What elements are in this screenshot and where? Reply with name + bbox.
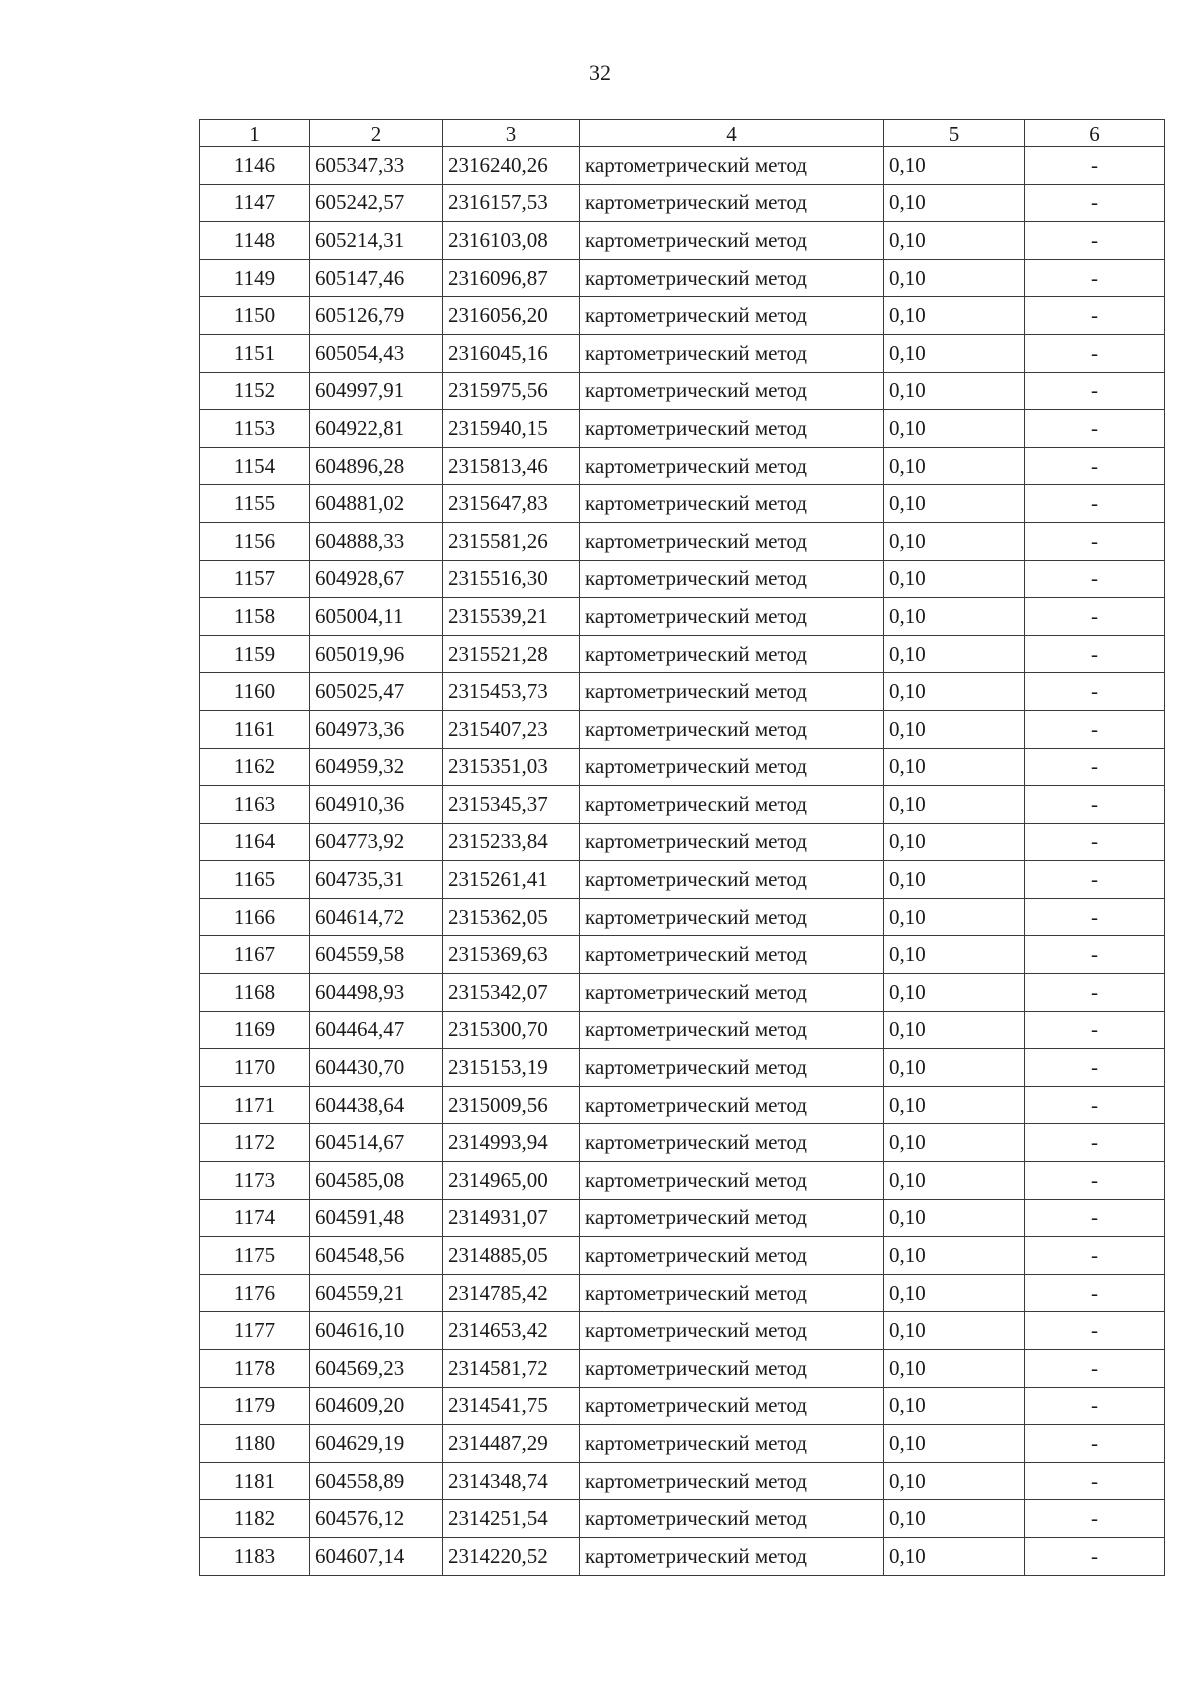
x-coordinate-cell: 604607,14 xyxy=(310,1537,443,1575)
point-number-cell: 1153 xyxy=(200,410,310,448)
point-number-cell: 1164 xyxy=(200,823,310,861)
method-cell: картометрический метод xyxy=(580,485,884,523)
y-coordinate-cell: 2316056,20 xyxy=(443,297,580,335)
note-cell: - xyxy=(1025,1425,1165,1463)
point-number-cell: 1149 xyxy=(200,259,310,297)
x-coordinate-cell: 604922,81 xyxy=(310,410,443,448)
point-number-cell: 1160 xyxy=(200,673,310,711)
column-header-5: 5 xyxy=(884,120,1025,147)
x-coordinate-cell: 604548,56 xyxy=(310,1237,443,1275)
x-coordinate-cell: 604910,36 xyxy=(310,786,443,824)
y-coordinate-cell: 2314541,75 xyxy=(443,1387,580,1425)
method-cell: картометрический метод xyxy=(580,1462,884,1500)
point-number-cell: 1155 xyxy=(200,485,310,523)
table-body xyxy=(200,147,1165,1576)
note-cell: - xyxy=(1025,974,1165,1012)
y-coordinate-cell: 2316103,08 xyxy=(443,222,580,260)
accuracy-cell: 0,10 xyxy=(884,222,1025,260)
y-coordinate-cell: 2315813,46 xyxy=(443,447,580,485)
y-coordinate-cell: 2315261,41 xyxy=(443,861,580,899)
method-cell: картометрический метод xyxy=(580,1237,884,1275)
accuracy-cell: 0,10 xyxy=(884,1011,1025,1049)
x-coordinate-cell: 604591,48 xyxy=(310,1199,443,1237)
y-coordinate-cell: 2315453,73 xyxy=(443,673,580,711)
accuracy-cell: 0,10 xyxy=(884,522,1025,560)
table-row xyxy=(200,1274,1165,1312)
note-cell: - xyxy=(1025,598,1165,636)
x-coordinate-cell: 605242,57 xyxy=(310,184,443,222)
note-cell: - xyxy=(1025,936,1165,974)
note-cell: - xyxy=(1025,898,1165,936)
accuracy-cell: 0,10 xyxy=(884,1049,1025,1087)
note-cell: - xyxy=(1025,410,1165,448)
note-cell: - xyxy=(1025,635,1165,673)
table-row xyxy=(200,1011,1165,1049)
accuracy-cell: 0,10 xyxy=(884,710,1025,748)
accuracy-cell: 0,10 xyxy=(884,673,1025,711)
y-coordinate-cell: 2315362,05 xyxy=(443,898,580,936)
y-coordinate-cell: 2314931,07 xyxy=(443,1199,580,1237)
point-number-cell: 1169 xyxy=(200,1011,310,1049)
x-coordinate-cell: 604464,47 xyxy=(310,1011,443,1049)
accuracy-cell: 0,10 xyxy=(884,560,1025,598)
note-cell: - xyxy=(1025,861,1165,899)
note-cell: - xyxy=(1025,748,1165,786)
note-cell: - xyxy=(1025,522,1165,560)
note-cell: - xyxy=(1025,222,1165,260)
y-coordinate-cell: 2315351,03 xyxy=(443,748,580,786)
note-cell: - xyxy=(1025,447,1165,485)
accuracy-cell: 0,10 xyxy=(884,334,1025,372)
method-cell: картометрический метод xyxy=(580,447,884,485)
method-cell: картометрический метод xyxy=(580,1086,884,1124)
note-cell: - xyxy=(1025,485,1165,523)
note-cell: - xyxy=(1025,1274,1165,1312)
y-coordinate-cell: 2315516,30 xyxy=(443,560,580,598)
accuracy-cell: 0,10 xyxy=(884,936,1025,974)
accuracy-cell: 0,10 xyxy=(884,635,1025,673)
point-number-cell: 1162 xyxy=(200,748,310,786)
point-number-cell: 1182 xyxy=(200,1500,310,1538)
point-number-cell: 1147 xyxy=(200,184,310,222)
accuracy-cell: 0,10 xyxy=(884,147,1025,185)
method-cell: картометрический метод xyxy=(580,1500,884,1538)
x-coordinate-cell: 604959,32 xyxy=(310,748,443,786)
note-cell: - xyxy=(1025,1350,1165,1388)
method-cell: картометрический метод xyxy=(580,748,884,786)
note-cell: - xyxy=(1025,1462,1165,1500)
y-coordinate-cell: 2314220,52 xyxy=(443,1537,580,1575)
x-coordinate-cell: 604569,23 xyxy=(310,1350,443,1388)
point-number-cell: 1146 xyxy=(200,147,310,185)
y-coordinate-cell: 2316240,26 xyxy=(443,147,580,185)
point-number-cell: 1172 xyxy=(200,1124,310,1162)
table-row xyxy=(200,598,1165,636)
x-coordinate-cell: 604609,20 xyxy=(310,1387,443,1425)
x-coordinate-cell: 604430,70 xyxy=(310,1049,443,1087)
table-row xyxy=(200,936,1165,974)
point-number-cell: 1148 xyxy=(200,222,310,260)
table-row xyxy=(200,898,1165,936)
y-coordinate-cell: 2314581,72 xyxy=(443,1350,580,1388)
method-cell: картометрический метод xyxy=(580,710,884,748)
y-coordinate-cell: 2316096,87 xyxy=(443,259,580,297)
y-coordinate-cell: 2315345,37 xyxy=(443,786,580,824)
x-coordinate-cell: 604559,21 xyxy=(310,1274,443,1312)
note-cell: - xyxy=(1025,560,1165,598)
method-cell: картометрический метод xyxy=(580,823,884,861)
note-cell: - xyxy=(1025,1312,1165,1350)
table-row xyxy=(200,1199,1165,1237)
point-number-cell: 1157 xyxy=(200,560,310,598)
note-cell: - xyxy=(1025,823,1165,861)
y-coordinate-cell: 2314785,42 xyxy=(443,1274,580,1312)
coordinates-table xyxy=(199,119,1165,1576)
point-number-cell: 1171 xyxy=(200,1086,310,1124)
table-row xyxy=(200,1387,1165,1425)
point-number-cell: 1177 xyxy=(200,1312,310,1350)
table-row xyxy=(200,222,1165,260)
table-row xyxy=(200,1500,1165,1538)
x-coordinate-cell: 605347,33 xyxy=(310,147,443,185)
method-cell: картометрический метод xyxy=(580,1425,884,1463)
point-number-cell: 1170 xyxy=(200,1049,310,1087)
table-row xyxy=(200,1462,1165,1500)
note-cell: - xyxy=(1025,1199,1165,1237)
x-coordinate-cell: 604997,91 xyxy=(310,372,443,410)
note-cell: - xyxy=(1025,1237,1165,1275)
y-coordinate-cell: 2314965,00 xyxy=(443,1162,580,1200)
accuracy-cell: 0,10 xyxy=(884,259,1025,297)
y-coordinate-cell: 2315975,56 xyxy=(443,372,580,410)
x-coordinate-cell: 604616,10 xyxy=(310,1312,443,1350)
accuracy-cell: 0,10 xyxy=(884,786,1025,824)
point-number-cell: 1154 xyxy=(200,447,310,485)
point-number-cell: 1168 xyxy=(200,974,310,1012)
note-cell: - xyxy=(1025,1011,1165,1049)
point-number-cell: 1150 xyxy=(200,297,310,335)
note-cell: - xyxy=(1025,1124,1165,1162)
table-row xyxy=(200,522,1165,560)
method-cell: картометрический метод xyxy=(580,147,884,185)
accuracy-cell: 0,10 xyxy=(884,1312,1025,1350)
method-cell: картометрический метод xyxy=(580,560,884,598)
table-row xyxy=(200,673,1165,711)
x-coordinate-cell: 605019,96 xyxy=(310,635,443,673)
point-number-cell: 1163 xyxy=(200,786,310,824)
table-row xyxy=(200,1162,1165,1200)
y-coordinate-cell: 2314251,54 xyxy=(443,1500,580,1538)
table-row xyxy=(200,184,1165,222)
note-cell: - xyxy=(1025,1500,1165,1538)
y-coordinate-cell: 2315647,83 xyxy=(443,485,580,523)
table-row xyxy=(200,710,1165,748)
method-cell: картометрический метод xyxy=(580,372,884,410)
accuracy-cell: 0,10 xyxy=(884,598,1025,636)
method-cell: картометрический метод xyxy=(580,936,884,974)
note-cell: - xyxy=(1025,1049,1165,1087)
table-row xyxy=(200,447,1165,485)
table-row xyxy=(200,1350,1165,1388)
accuracy-cell: 0,10 xyxy=(884,297,1025,335)
method-cell: картометрический метод xyxy=(580,259,884,297)
x-coordinate-cell: 604614,72 xyxy=(310,898,443,936)
method-cell: картометрический метод xyxy=(580,1387,884,1425)
point-number-cell: 1152 xyxy=(200,372,310,410)
accuracy-cell: 0,10 xyxy=(884,1387,1025,1425)
table-row xyxy=(200,297,1165,335)
table-row xyxy=(200,861,1165,899)
y-coordinate-cell: 2314993,94 xyxy=(443,1124,580,1162)
x-coordinate-cell: 605214,31 xyxy=(310,222,443,260)
x-coordinate-cell: 605054,43 xyxy=(310,334,443,372)
note-cell: - xyxy=(1025,786,1165,824)
x-coordinate-cell: 605025,47 xyxy=(310,673,443,711)
accuracy-cell: 0,10 xyxy=(884,1274,1025,1312)
table-row xyxy=(200,748,1165,786)
x-coordinate-cell: 604881,02 xyxy=(310,485,443,523)
table-row xyxy=(200,1086,1165,1124)
note-cell: - xyxy=(1025,259,1165,297)
note-cell: - xyxy=(1025,334,1165,372)
table-row xyxy=(200,372,1165,410)
note-cell: - xyxy=(1025,710,1165,748)
y-coordinate-cell: 2314487,29 xyxy=(443,1425,580,1463)
method-cell: картометрический метод xyxy=(580,1199,884,1237)
point-number-cell: 1181 xyxy=(200,1462,310,1500)
x-coordinate-cell: 604773,92 xyxy=(310,823,443,861)
method-cell: картометрический метод xyxy=(580,861,884,899)
table-row xyxy=(200,410,1165,448)
point-number-cell: 1151 xyxy=(200,334,310,372)
accuracy-cell: 0,10 xyxy=(884,1537,1025,1575)
accuracy-cell: 0,10 xyxy=(884,1462,1025,1500)
x-coordinate-cell: 604896,28 xyxy=(310,447,443,485)
accuracy-cell: 0,10 xyxy=(884,823,1025,861)
method-cell: картометрический метод xyxy=(580,1049,884,1087)
x-coordinate-cell: 604928,67 xyxy=(310,560,443,598)
method-cell: картометрический метод xyxy=(580,297,884,335)
table-row xyxy=(200,635,1165,673)
y-coordinate-cell: 2315233,84 xyxy=(443,823,580,861)
x-coordinate-cell: 604735,31 xyxy=(310,861,443,899)
column-header-6: 6 xyxy=(1025,120,1165,147)
y-coordinate-cell: 2315940,15 xyxy=(443,410,580,448)
note-cell: - xyxy=(1025,1086,1165,1124)
table-row xyxy=(200,147,1165,185)
accuracy-cell: 0,10 xyxy=(884,1500,1025,1538)
table-row xyxy=(200,485,1165,523)
point-number-cell: 1167 xyxy=(200,936,310,974)
table-row xyxy=(200,1537,1165,1575)
table-row xyxy=(200,974,1165,1012)
method-cell: картометрический метод xyxy=(580,974,884,1012)
y-coordinate-cell: 2314885,05 xyxy=(443,1237,580,1275)
method-cell: картометрический метод xyxy=(580,1162,884,1200)
table-row xyxy=(200,1124,1165,1162)
accuracy-cell: 0,10 xyxy=(884,1237,1025,1275)
note-cell: - xyxy=(1025,1387,1165,1425)
x-coordinate-cell: 604973,36 xyxy=(310,710,443,748)
x-coordinate-cell: 604438,64 xyxy=(310,1086,443,1124)
point-number-cell: 1165 xyxy=(200,861,310,899)
accuracy-cell: 0,10 xyxy=(884,974,1025,1012)
note-cell: - xyxy=(1025,1162,1165,1200)
method-cell: картометрический метод xyxy=(580,334,884,372)
y-coordinate-cell: 2315407,23 xyxy=(443,710,580,748)
y-coordinate-cell: 2316045,16 xyxy=(443,334,580,372)
x-coordinate-cell: 605004,11 xyxy=(310,598,443,636)
y-coordinate-cell: 2315300,70 xyxy=(443,1011,580,1049)
table-header-row xyxy=(200,120,1165,147)
accuracy-cell: 0,10 xyxy=(884,410,1025,448)
y-coordinate-cell: 2315153,19 xyxy=(443,1049,580,1087)
accuracy-cell: 0,10 xyxy=(884,1350,1025,1388)
x-coordinate-cell: 604514,67 xyxy=(310,1124,443,1162)
point-number-cell: 1156 xyxy=(200,522,310,560)
y-coordinate-cell: 2315581,26 xyxy=(443,522,580,560)
point-number-cell: 1180 xyxy=(200,1425,310,1463)
note-cell: - xyxy=(1025,673,1165,711)
table-row xyxy=(200,786,1165,824)
y-coordinate-cell: 2316157,53 xyxy=(443,184,580,222)
table-row xyxy=(200,1425,1165,1463)
table-row xyxy=(200,259,1165,297)
accuracy-cell: 0,10 xyxy=(884,447,1025,485)
note-cell: - xyxy=(1025,372,1165,410)
x-coordinate-cell: 604888,33 xyxy=(310,522,443,560)
method-cell: картометрический метод xyxy=(580,522,884,560)
x-coordinate-cell: 604558,89 xyxy=(310,1462,443,1500)
y-coordinate-cell: 2315521,28 xyxy=(443,635,580,673)
method-cell: картометрический метод xyxy=(580,1124,884,1162)
method-cell: картометрический метод xyxy=(580,1537,884,1575)
y-coordinate-cell: 2315369,63 xyxy=(443,936,580,974)
table-row xyxy=(200,1237,1165,1275)
y-coordinate-cell: 2315342,07 xyxy=(443,974,580,1012)
method-cell: картометрический метод xyxy=(580,184,884,222)
accuracy-cell: 0,10 xyxy=(884,1162,1025,1200)
point-number-cell: 1183 xyxy=(200,1537,310,1575)
point-number-cell: 1179 xyxy=(200,1387,310,1425)
point-number-cell: 1161 xyxy=(200,710,310,748)
method-cell: картометрический метод xyxy=(580,598,884,636)
y-coordinate-cell: 2314653,42 xyxy=(443,1312,580,1350)
method-cell: картометрический метод xyxy=(580,673,884,711)
method-cell: картометрический метод xyxy=(580,1312,884,1350)
point-number-cell: 1158 xyxy=(200,598,310,636)
point-number-cell: 1173 xyxy=(200,1162,310,1200)
x-coordinate-cell: 605126,79 xyxy=(310,297,443,335)
x-coordinate-cell: 604585,08 xyxy=(310,1162,443,1200)
accuracy-cell: 0,10 xyxy=(884,1086,1025,1124)
accuracy-cell: 0,10 xyxy=(884,1199,1025,1237)
point-number-cell: 1174 xyxy=(200,1199,310,1237)
column-header-2: 2 xyxy=(310,120,443,147)
table-row xyxy=(200,334,1165,372)
y-coordinate-cell: 2315009,56 xyxy=(443,1086,580,1124)
method-cell: картометрический метод xyxy=(580,635,884,673)
accuracy-cell: 0,10 xyxy=(884,861,1025,899)
method-cell: картометрический метод xyxy=(580,1274,884,1312)
y-coordinate-cell: 2314348,74 xyxy=(443,1462,580,1500)
note-cell: - xyxy=(1025,184,1165,222)
accuracy-cell: 0,10 xyxy=(884,898,1025,936)
point-number-cell: 1159 xyxy=(200,635,310,673)
accuracy-cell: 0,10 xyxy=(884,748,1025,786)
note-cell: - xyxy=(1025,147,1165,185)
point-number-cell: 1175 xyxy=(200,1237,310,1275)
table-row xyxy=(200,1312,1165,1350)
note-cell: - xyxy=(1025,297,1165,335)
accuracy-cell: 0,10 xyxy=(884,1124,1025,1162)
accuracy-cell: 0,10 xyxy=(884,485,1025,523)
column-header-1: 1 xyxy=(200,120,310,147)
method-cell: картометрический метод xyxy=(580,1350,884,1388)
method-cell: картометрический метод xyxy=(580,786,884,824)
page-number: 32 xyxy=(589,60,611,85)
method-cell: картометрический метод xyxy=(580,898,884,936)
point-number-cell: 1176 xyxy=(200,1274,310,1312)
table-row xyxy=(200,560,1165,598)
x-coordinate-cell: 604498,93 xyxy=(310,974,443,1012)
table-row xyxy=(200,1049,1165,1087)
method-cell: картометрический метод xyxy=(580,222,884,260)
table-row xyxy=(200,823,1165,861)
x-coordinate-cell: 605147,46 xyxy=(310,259,443,297)
x-coordinate-cell: 604576,12 xyxy=(310,1500,443,1538)
x-coordinate-cell: 604629,19 xyxy=(310,1425,443,1463)
point-number-cell: 1178 xyxy=(200,1350,310,1388)
accuracy-cell: 0,10 xyxy=(884,184,1025,222)
point-number-cell: 1166 xyxy=(200,898,310,936)
x-coordinate-cell: 604559,58 xyxy=(310,936,443,974)
accuracy-cell: 0,10 xyxy=(884,1425,1025,1463)
method-cell: картометрический метод xyxy=(580,410,884,448)
method-cell: картометрический метод xyxy=(580,1011,884,1049)
column-header-4: 4 xyxy=(580,120,884,147)
accuracy-cell: 0,10 xyxy=(884,372,1025,410)
y-coordinate-cell: 2315539,21 xyxy=(443,598,580,636)
column-header-3: 3 xyxy=(443,120,580,147)
note-cell: - xyxy=(1025,1537,1165,1575)
